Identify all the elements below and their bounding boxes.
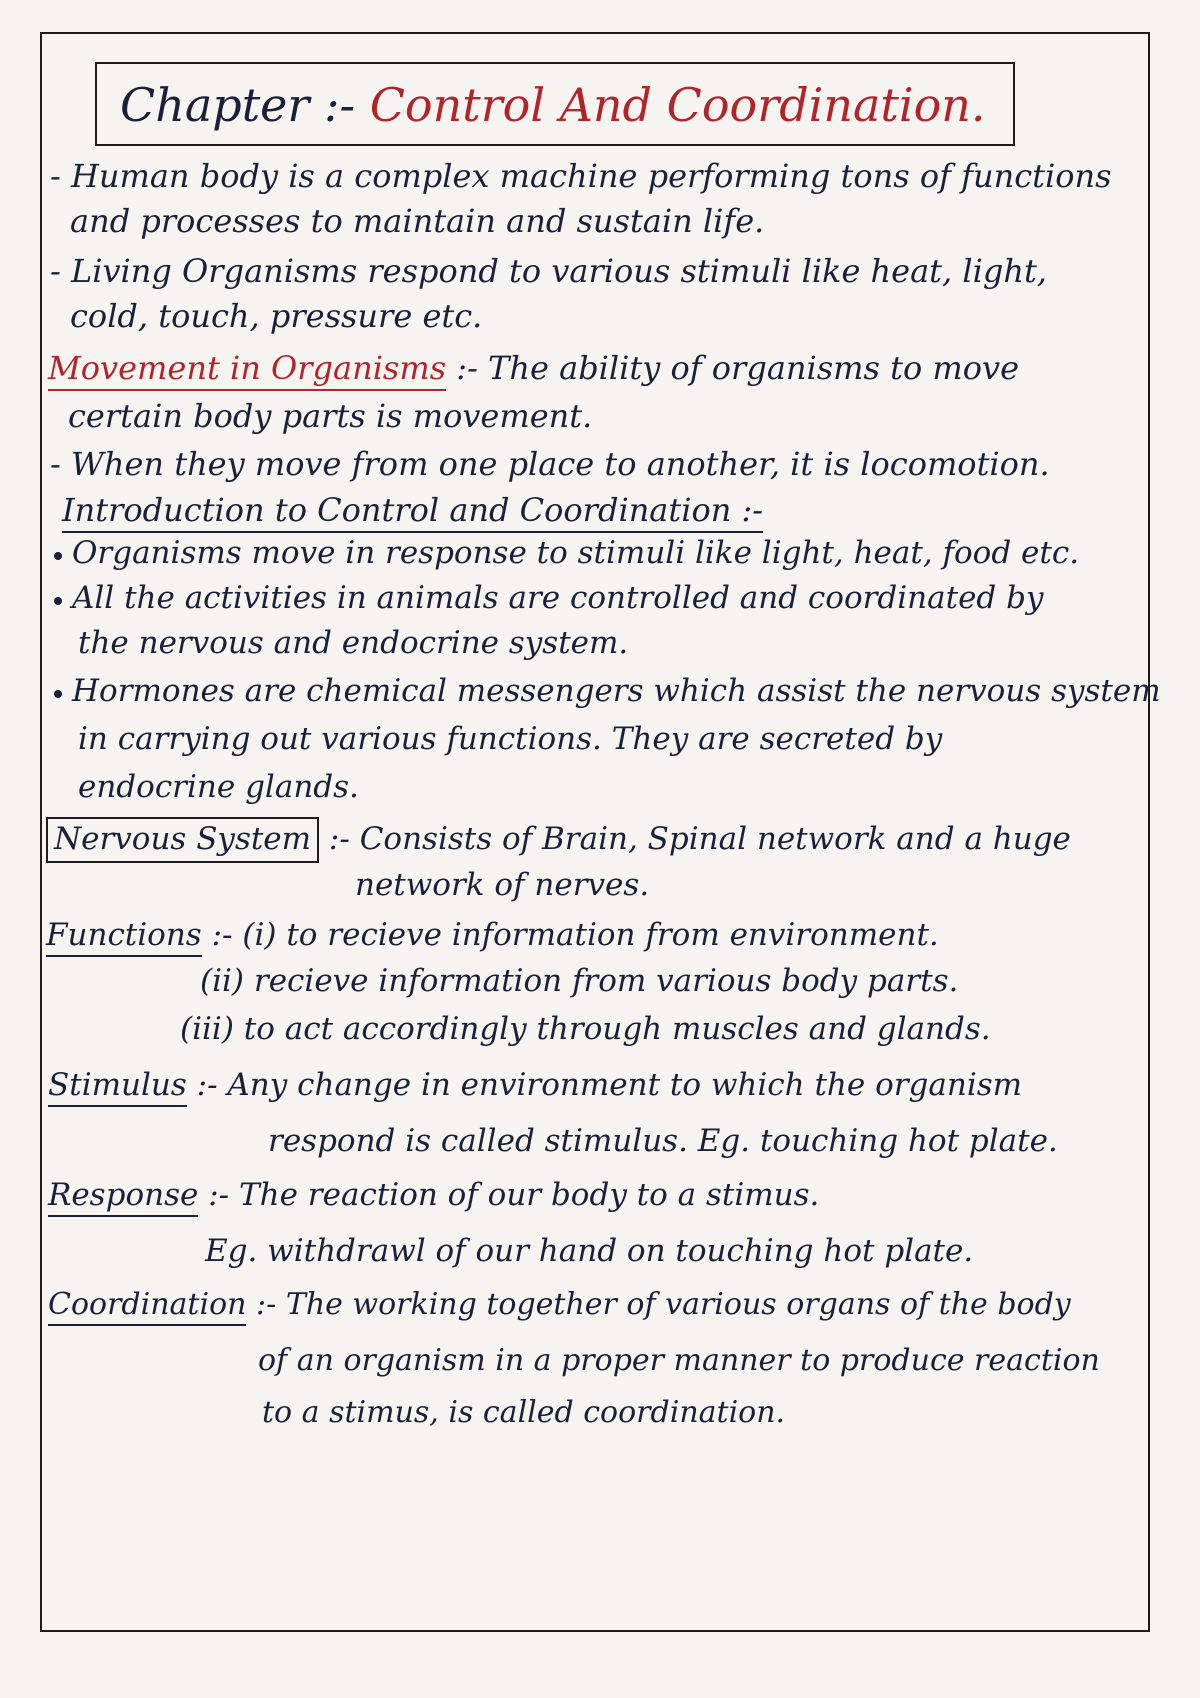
nervous-system-text-1: Consists of Brain, Spinal network and a huge: [359, 821, 1071, 857]
stimulus-term: Stimulus: [48, 1067, 187, 1107]
stimulus-sep: :-: [196, 1067, 218, 1103]
intro-line-2: and processes to maintain and sustain life.: [70, 202, 765, 240]
functions-item-1: (i) to recieve information from environment.: [242, 917, 939, 953]
bullet-3-line-2: in carrying out various functions. They are secreted by: [78, 721, 943, 757]
functions-item-2: (ii) recieve information from various body parts.: [200, 963, 959, 999]
coordination-text-1: The working together of various organs of the body: [285, 1287, 1071, 1322]
bullet-dot-2: [54, 597, 62, 605]
coordination-line-1: [48, 1287, 1071, 1322]
response-term: Response: [48, 1177, 198, 1217]
coordination-sep: :-: [256, 1287, 277, 1322]
functions-sep: :-: [211, 917, 233, 953]
intro-line-4: cold, touch, pressure etc.: [70, 297, 483, 335]
coordination-line-3: to a stimus, is called coordination.: [262, 1395, 786, 1430]
stimulus-line-2: respond is called stimulus. Eg. touching hot plate.: [268, 1123, 1058, 1159]
response-text-1: The reaction of our body to a stimus.: [238, 1177, 820, 1213]
bullet-3-line-1: Hormones are chemical messengers which assist the nervous system: [72, 673, 1161, 709]
bullet-2-line-2: the nervous and endocrine system.: [78, 625, 629, 661]
nervous-system-term: Nervous System: [46, 817, 319, 863]
nervous-system-line-2: network of nerves.: [355, 867, 650, 903]
introduction-heading-text: Introduction to Control and Coordination :-: [62, 491, 763, 533]
movement-sep: :-: [456, 349, 478, 387]
coordination-line-2: of an organism in a proper manner to produce reaction: [258, 1343, 1100, 1378]
nervous-system-line-1: [46, 821, 1071, 857]
intro-line-3: - Living Organisms respond to various stimuli like heat, light,: [50, 252, 1047, 290]
bullet-3-line-3: endocrine glands.: [78, 769, 359, 805]
coordination-term: Coordination: [48, 1287, 246, 1326]
stimulus-text-1: Any change in environment to which the organism: [227, 1067, 1023, 1103]
introduction-heading: [62, 491, 764, 529]
functions-item-3: (iii) to act accordingly through muscles and glands.: [180, 1011, 991, 1047]
movement-line-1: The ability of organisms to move: [488, 349, 1020, 387]
response-line-1: [48, 1177, 820, 1213]
bullet-dot-3: [54, 690, 62, 698]
nervous-system-sep: :-: [328, 821, 350, 857]
movement-line-2: certain body parts is movement.: [68, 397, 593, 435]
functions-line-1: [46, 917, 939, 953]
bullet-2-line-1: All the activities in animals are controlled and coordinated by: [72, 580, 1044, 616]
title-prefix: Chapter :-: [120, 78, 356, 132]
movement-heading: Movement in Organisms: [48, 349, 446, 391]
page-title: [120, 78, 986, 132]
response-sep: :-: [208, 1177, 230, 1213]
movement-heading-line: [48, 349, 1020, 387]
bullet-dot-1: [54, 552, 62, 560]
bullet-1-line-1: Organisms move in response to stimuli like light, heat, food etc.: [72, 535, 1080, 571]
stimulus-line-1: [48, 1067, 1023, 1103]
intro-line-1: - Human body is a complex machine performing tons of functions: [50, 157, 1112, 195]
movement-line-3: - When they move from one place to another, it is locomotion.: [50, 445, 1050, 483]
response-line-2: Eg. withdrawl of our hand on touching hot plate.: [205, 1233, 974, 1269]
functions-term: Functions: [46, 917, 202, 957]
title-topic: Control And Coordination.: [369, 78, 986, 132]
